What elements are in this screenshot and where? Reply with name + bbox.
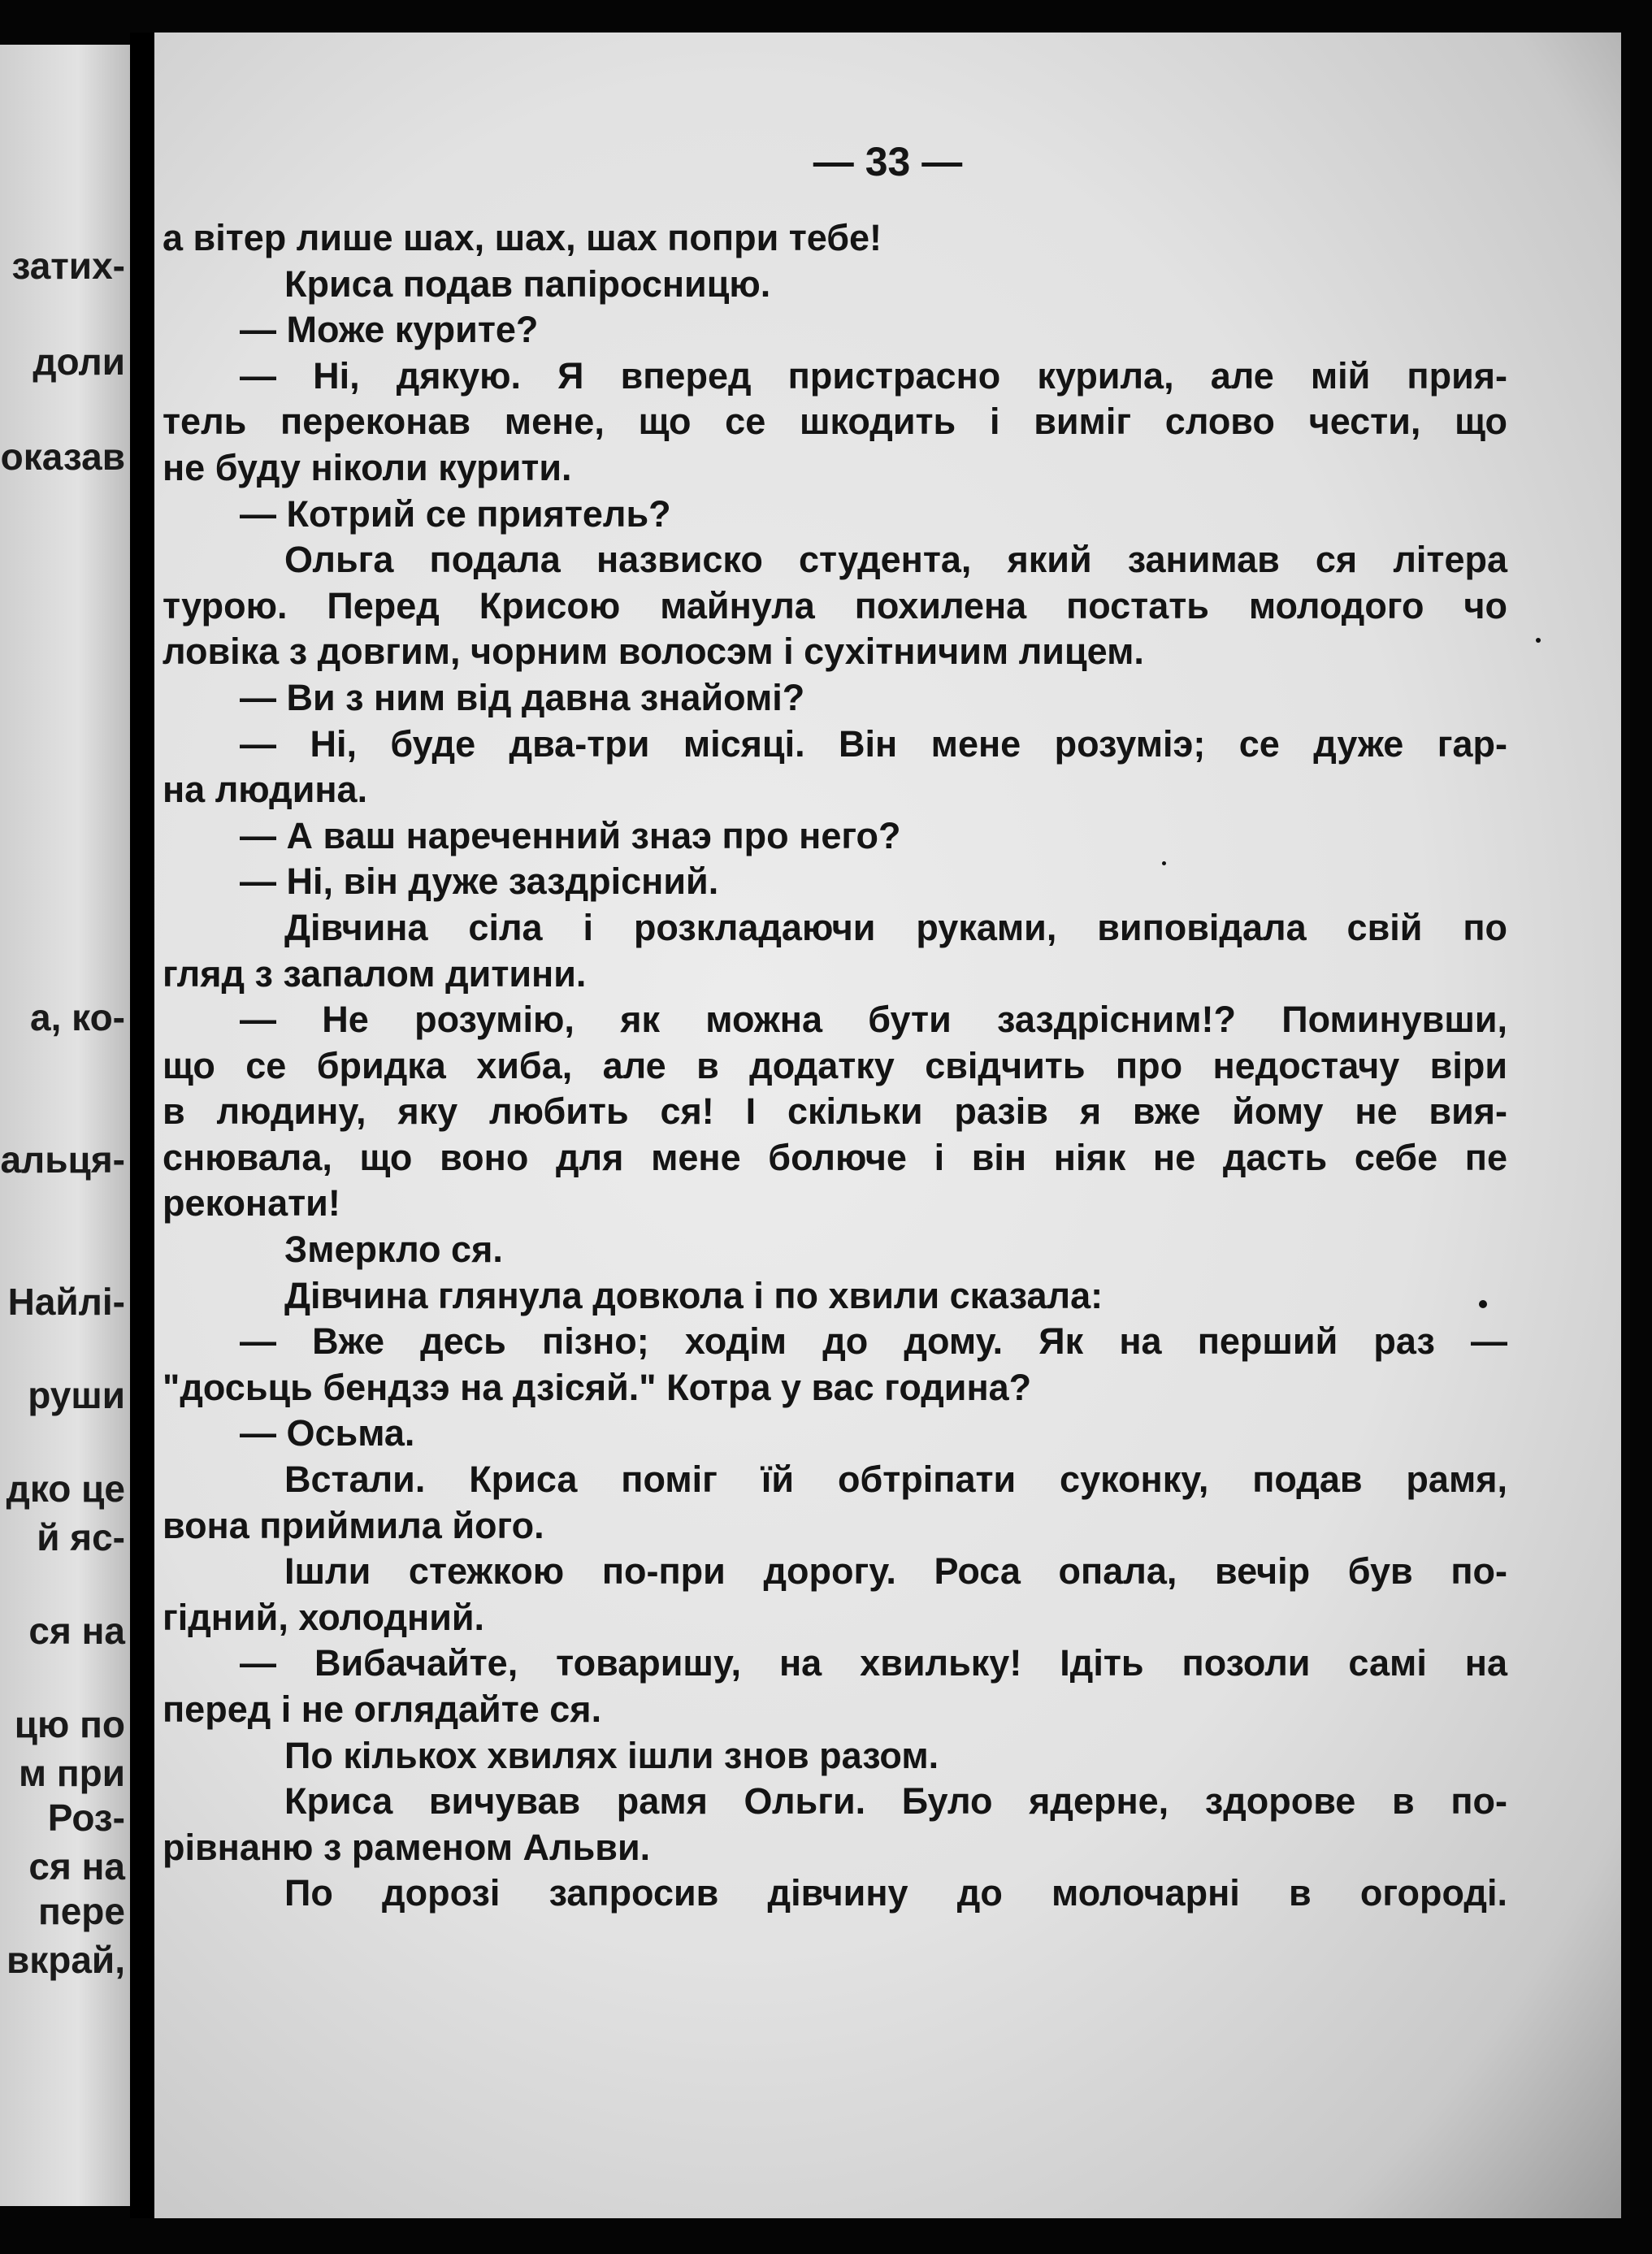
text-line: — Може курите?: [240, 309, 539, 351]
text-line: "досьць бендзэ на дзісяй." Котра у вас година?: [163, 1366, 1032, 1408]
left-page-fragment: оказав: [0, 436, 125, 478]
text-line: — Вибачайте, товаришу, на хвильку! Ідіть позоли самі на: [240, 1642, 1507, 1684]
text-line: турою. Перед Крисою майнула похилена постать молодого чо: [163, 584, 1507, 626]
text-line: — Не розумію, як можна бути заздрісним!? Поминувши,: [240, 999, 1507, 1041]
print-speck: [1479, 1300, 1487, 1308]
text-line: вона приймила його.: [163, 1504, 544, 1546]
left-page-fragment: затих-: [11, 245, 125, 287]
print-speck: [1162, 861, 1166, 865]
text-line: перед і не оглядайте ся.: [163, 1688, 602, 1730]
left-page-fragment: ся на: [28, 1845, 125, 1888]
text-line: — Ні, він дуже заздрісний.: [240, 860, 719, 903]
text-line: ловіка з довгим, чорним волосэм і сухітничим лицем.: [163, 631, 1144, 673]
book-page: [154, 33, 1621, 2218]
text-line: — Ні, дякую. Я вперед пристрасно курила, але мій прия-: [240, 354, 1507, 397]
left-page-fragment: Роз-: [47, 1797, 125, 1839]
left-page-fragment: вкрай,: [6, 1939, 125, 1981]
text-line: снювала, що воно для мене болюче і він ніяк не дасть себе пе: [163, 1136, 1507, 1178]
left-page-fragment: дко це: [6, 1467, 125, 1510]
text-line: а вітер лише шах, шах, шах попри тебе!: [163, 217, 882, 258]
text-line: Дівчина глянула довкола і по хвили сказала:: [284, 1274, 1104, 1316]
left-page-fragment: пере: [37, 1890, 125, 1932]
text-line: Ольга подала назвиско студента, який занимав ся літера: [284, 539, 1507, 581]
left-page-fragment: цю по: [14, 1703, 125, 1745]
text-line: По кількох хвилях ішли знов разом.: [284, 1734, 939, 1776]
text-line: що се бридка хиба, але в додатку свідчить про недостачу віри: [163, 1044, 1507, 1086]
left-page-fragment: доли: [33, 340, 125, 383]
text-line: Дівчина сіла і розкладаючи руками, виповідала свій по: [284, 906, 1507, 948]
left-page-fragment: руши: [28, 1374, 125, 1416]
text-line: тель переконав мене, що се шкодить і виміг слово чести, що: [163, 401, 1507, 443]
page-text: [163, 215, 1507, 1917]
text-line: Змеркло ся.: [284, 1229, 503, 1271]
text-line: рівнаню з раменом Альви.: [163, 1826, 651, 1868]
text-line: — Ні, буде два-три місяці. Він мене розуміэ; се дуже гар-: [240, 722, 1507, 765]
text-line: на людина.: [163, 769, 368, 811]
print-speck: [1536, 638, 1541, 643]
text-line: — Котрий се приятель?: [240, 492, 671, 535]
text-line: реконати!: [163, 1182, 340, 1225]
left-page-fragment: Найлі-: [7, 1281, 125, 1323]
text-line: в людину, яку любить ся! І скільки разів я вже йому не вия-: [163, 1090, 1507, 1133]
text-line: — Ви з ним від давна знайомі?: [240, 676, 805, 718]
left-page-fragment: м при: [19, 1752, 125, 1794]
page-number: — 33 —: [813, 139, 963, 184]
left-page-fragment: й яс-: [37, 1516, 125, 1558]
text-line: Криса вичував рамя Ольги. Було ядерне, здорове в по-: [284, 1780, 1507, 1823]
text-line: — Вже десь пізно; ходім до дому. Як на перший раз —: [240, 1320, 1507, 1363]
book-gutter: [130, 33, 154, 2218]
text-line: — А ваш нареченний знаэ про него?: [240, 814, 901, 856]
text-line: не буду ніколи курити.: [163, 446, 572, 488]
text-line: По дорозі запросив дівчину до молочарні в огороді.: [284, 1872, 1507, 1914]
previous-page-edge: [0, 45, 130, 2206]
left-page-fragment: а, ко-: [30, 996, 125, 1038]
text-line: Ішли стежкою по-при дорогу. Роса опала, вечір був по-: [284, 1550, 1507, 1593]
left-page-fragment: ся на: [28, 1610, 125, 1652]
text-line: Встали. Криса поміг їй обтріпати суконку, подав рамя,: [284, 1459, 1507, 1501]
left-page-fragment: альця-: [0, 1138, 125, 1181]
text-line: гідний, холодний.: [163, 1596, 485, 1638]
text-line: — Осьма.: [240, 1412, 415, 1454]
text-line: Криса подав папіросницю.: [284, 262, 771, 305]
text-line: гляд з запалом дитини.: [163, 952, 587, 995]
